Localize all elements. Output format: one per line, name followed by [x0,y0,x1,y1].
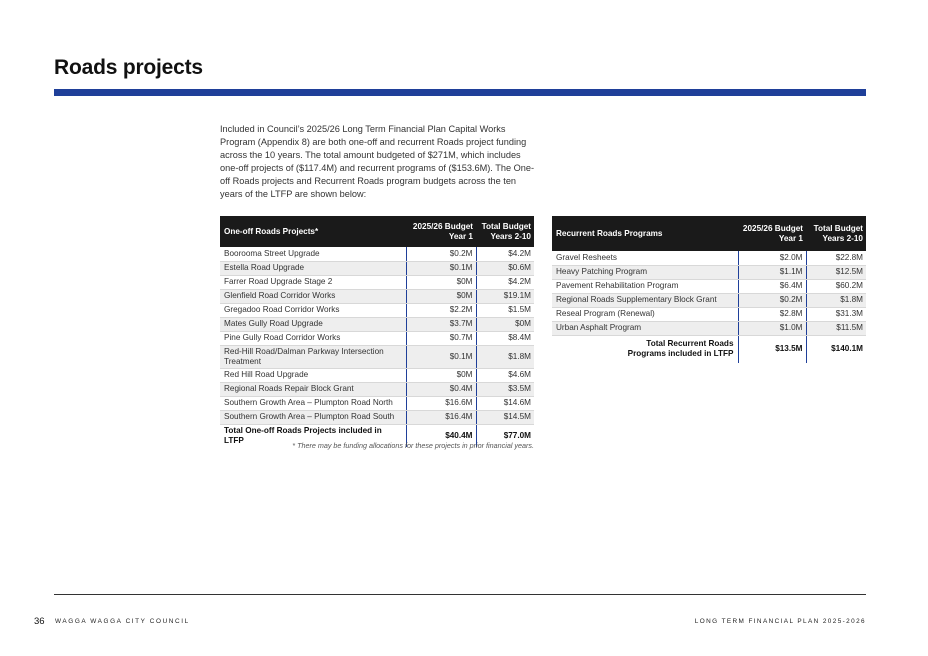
council-name: WAGGA WAGGA CITY COUNCIL [55,618,190,625]
row-year1: $0.2M [406,247,476,261]
table-row [220,410,534,424]
row-name: Glenfield Road Corridor Works [220,289,406,303]
total-years-2-10: $140.1M [806,335,866,363]
row-years-2-10: $14.6M [476,396,534,410]
row-years-2-10: $4.6M [476,368,534,382]
table-header-row [220,216,534,247]
total-year1: $13.5M [738,335,806,363]
row-years-2-10: $3.5M [476,382,534,396]
column-header-years-2-10: Total Budget Years 2-10 [806,216,866,251]
page-title: Roads projects [54,56,203,79]
row-years-2-10: $8.4M [476,331,534,345]
column-header-year1: 2025/26 Budget Year 1 [738,216,806,251]
row-year1: $16.4M [406,410,476,424]
row-years-2-10: $12.5M [806,265,866,279]
total-row [552,335,866,363]
table-row [220,247,534,261]
table-row [220,396,534,410]
column-header-year1: 2025/26 Budget Year 1 [406,216,476,247]
row-years-2-10: $0.6M [476,261,534,275]
row-name: Heavy Patching Program [552,265,738,279]
row-years-2-10: $19.1M [476,289,534,303]
row-years-2-10: $1.5M [476,303,534,317]
row-year1: $2.2M [406,303,476,317]
row-years-2-10: $31.3M [806,307,866,321]
oneoff-projects-table [220,216,534,447]
plan-name: LONG TERM FINANCIAL PLAN 2025-2026 [694,618,866,625]
column-header-project: One-off Roads Projects* [220,216,406,247]
row-year1: $1.1M [738,265,806,279]
row-years-2-10: $4.2M [476,275,534,289]
row-years-2-10: $1.8M [476,345,534,368]
table-row [552,293,866,307]
row-years-2-10: $1.8M [806,293,866,307]
row-year1: $0.2M [738,293,806,307]
row-years-2-10: $4.2M [476,247,534,261]
table-row [220,331,534,345]
row-years-2-10: $60.2M [806,279,866,293]
row-year1: $0.1M [406,345,476,368]
row-years-2-10: $0M [476,317,534,331]
row-name: Southern Growth Area – Plumpton Road South [220,410,406,424]
total-label: Total Recurrent Roads Programs included in LTFP [552,335,738,363]
table-row [552,321,866,335]
row-name: Farrer Road Upgrade Stage 2 [220,275,406,289]
title-divider-bar [54,89,866,96]
recurrent-programs-table [552,216,866,363]
total-years-2-10: $77.0M [476,424,534,447]
table-row [552,265,866,279]
table-header-row [552,216,866,251]
row-name: Red Hill Road Upgrade [220,368,406,382]
row-year1: $16.6M [406,396,476,410]
table-row [220,382,534,396]
row-name: Pavement Rehabilitation Program [552,279,738,293]
table-row [552,251,866,265]
footnote: * There may be funding allocations for these projects in prior financial years. [292,441,534,450]
row-year1: $3.7M [406,317,476,331]
row-name: Regional Roads Supplementary Block Grant [552,293,738,307]
row-year1: $0.4M [406,382,476,396]
row-name: Pine Gully Road Corridor Works [220,331,406,345]
row-year1: $0M [406,368,476,382]
row-name: Reseal Program (Renewal) [552,307,738,321]
row-name: Urban Asphalt Program [552,321,738,335]
row-name: Boorooma Street Upgrade [220,247,406,261]
row-year1: $0.1M [406,261,476,275]
table-row [552,307,866,321]
column-header-program: Recurrent Roads Programs [552,216,738,251]
row-name: Southern Growth Area – Plumpton Road North [220,396,406,410]
row-years-2-10: $22.8M [806,251,866,265]
row-name: Regional Roads Repair Block Grant [220,382,406,396]
row-name: Estella Road Upgrade [220,261,406,275]
row-year1: $0M [406,289,476,303]
row-year1: $2.8M [738,307,806,321]
table-row [220,303,534,317]
table-row [220,289,534,303]
row-years-2-10: $14.5M [476,410,534,424]
table-row [552,279,866,293]
column-header-years-2-10: Total Budget Years 2-10 [476,216,534,247]
row-year1: $2.0M [738,251,806,265]
row-year1: $0.7M [406,331,476,345]
row-year1: $0M [406,275,476,289]
total-year1: $40.4M [406,424,476,447]
row-year1: $1.0M [738,321,806,335]
footer-divider [54,594,866,595]
page-number: 36 [34,616,45,627]
intro-paragraph: Included in Council’s 2025/26 Long Term Financial Plan Capital Works Program (Appendix 8) are both one-off and recurrent Roads project funding across the 10 years. The total amount budgeted of $271M, which includes one-off projects of ($117.4M) and recurrent programs of ($153.6M). The One-off Roads projects and Recurrent Roads program budgets across the ten years of the LTFP are shown below: [220,124,535,199]
table-row [220,275,534,289]
row-years-2-10: $11.5M [806,321,866,335]
table-row [220,261,534,275]
row-name: Gregadoo Road Corridor Works [220,303,406,317]
table-row [220,368,534,382]
row-name: Gravel Resheets [552,251,738,265]
row-name: Mates Gully Road Upgrade [220,317,406,331]
table-row [220,317,534,331]
row-name: Red-Hill Road/Dalman Parkway Intersection Treatment [220,345,406,368]
table-row [220,345,534,368]
row-year1: $6.4M [738,279,806,293]
total-label: Total One-off Roads Projects included in LTFP [220,424,406,447]
